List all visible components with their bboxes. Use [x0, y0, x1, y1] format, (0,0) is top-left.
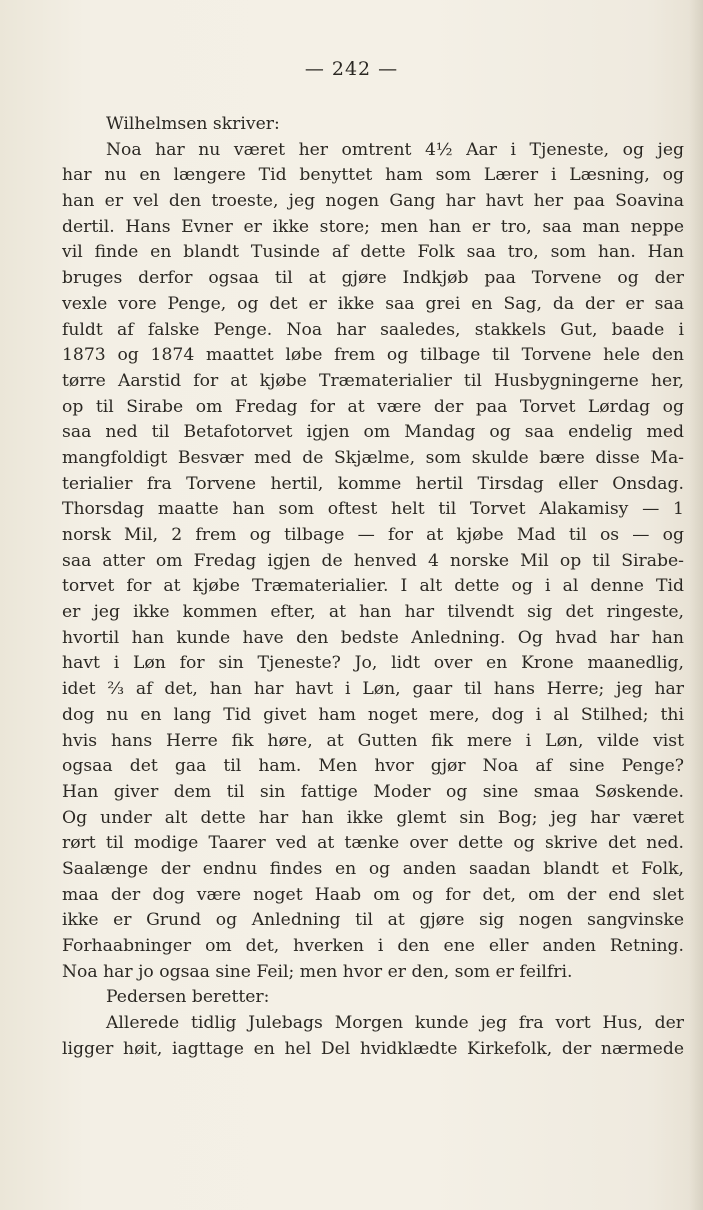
text-line: Allerede tidlig Julebags Morgen kunde jeg fra vort Hus, der [106, 1013, 684, 1034]
text-line: Noa har jo ogsaa sine Feil; men hvor er den, som er feilfri. [62, 961, 573, 982]
text-line: har nu en længere Tid benyttet ham som Lærer i Læsning, og [62, 165, 684, 186]
text-body [62, 112, 684, 1062]
text-line: Han giver dem til sin fattige Moder og sine smaa Søskende. [62, 781, 684, 802]
text-line: norsk Mil, 2 frem og tilbage — for at kjøbe Mad til os — og [62, 525, 684, 545]
text-line: mangfoldigt Besvær med de Skjælme, som skulde bære disse Ma- [62, 447, 684, 468]
text-line: Noa har nu været her omtrent 4½ Aar i Tjeneste, og jeg [106, 139, 684, 160]
text-line: Thorsdag maatte han som oftest helt til Torvet Alakamisy — 1 [62, 499, 684, 520]
text-line: idet ⅔ af det, han har havt i Løn, gaar til hans Herre; jeg har [62, 679, 684, 700]
text-line: 1873 og 1874 maattet løbe frem og tilbage til Torvene hele den [62, 345, 684, 366]
text-line: ligger høit, iagttage en hel Del hvidklædte Kirkefolk, der nærmede [62, 1038, 684, 1059]
text-line: maa der dog være noget Haab om og for det, om der end slet [62, 884, 684, 905]
text-line: havt i Løn for sin Tjeneste? Jo, lidt over en Krone maanedlig, [62, 653, 684, 674]
speaker-heading: Wilhelmsen skriver: [106, 114, 280, 134]
text-line: tørre Aarstid for at kjøbe Træmaterialier til Husbygningerne her, [62, 370, 684, 391]
text-line: vexle vore Penge, og det er ikke saa grei en Sag, da der er saa [62, 293, 684, 314]
text-line: er jeg ikke kommen efter, at han har tilvendt sig det ringeste, [62, 602, 684, 623]
paragraph-1 [62, 138, 684, 986]
text-line: ikke er Grund og Anledning til at gjøre sig nogen sangvinske [62, 910, 684, 931]
text-line: Saalænge der endnu findes en og anden saadan blandt et Folk, [62, 858, 684, 879]
text-line: Forhaabninger om det, hverken i den ene eller anden Retning. [62, 936, 684, 956]
text-line: hvis hans Herre fik høre, at Gutten fik mere i Løn, vilde vist [62, 730, 684, 751]
text-line: op til Sirabe om Fredag for at være der paa Torvet Lørdag og [62, 396, 684, 417]
text-line: torvet for at kjøbe Træmaterialier. I alt dette og i al denne Tid [62, 576, 684, 597]
text-line: dog nu en lang Tid givet ham noget mere, dog i al Stilhed; thi [62, 704, 684, 725]
text-line: rørt til modige Taarer ved at tænke over dette og skrive det ned. [62, 833, 684, 854]
text-line: fuldt af falske Penge. Noa har saaledes, stakkels Gut, baade i [62, 319, 684, 340]
text-line: saa ned til Betafotorvet igjen om Mandag og saa endelig med [62, 422, 684, 443]
text-line: vil finde en blandt Tusinde af dette Folk saa tro, som han. Han [62, 242, 684, 263]
text-line: Og under alt dette har han ikke glemt sin Bog; jeg har været [62, 807, 684, 828]
text-line: saa atter om Fredag igjen de henved 4 norske Mil op til Sirabe- [62, 550, 684, 571]
text-line: terialier fra Torvene hertil, komme hertil Tirsdag eller Onsdag. [62, 473, 684, 494]
text-line: han er vel den troeste, jeg nogen Gang har havt her paa Soavina [62, 191, 684, 212]
text-line: bruges derfor ogsaa til at gjøre Indkjøb paa Torvene og der [62, 268, 684, 289]
text-line: dertil. Hans Evner er ikke store; men han er tro, saa man neppe [62, 216, 684, 237]
speaker-heading: Pedersen beretter: [106, 987, 270, 1008]
text-line: ogsaa det gaa til ham. Men hvor gjør Noa af sine Penge? [62, 756, 684, 777]
text-line: hvortil han kunde have den bedste Anledning. Og hvad har han [62, 627, 684, 648]
paragraph-2 [62, 1011, 684, 1062]
page-number: — 242 — [304, 58, 399, 80]
page-edge-shadow [689, 0, 703, 1210]
